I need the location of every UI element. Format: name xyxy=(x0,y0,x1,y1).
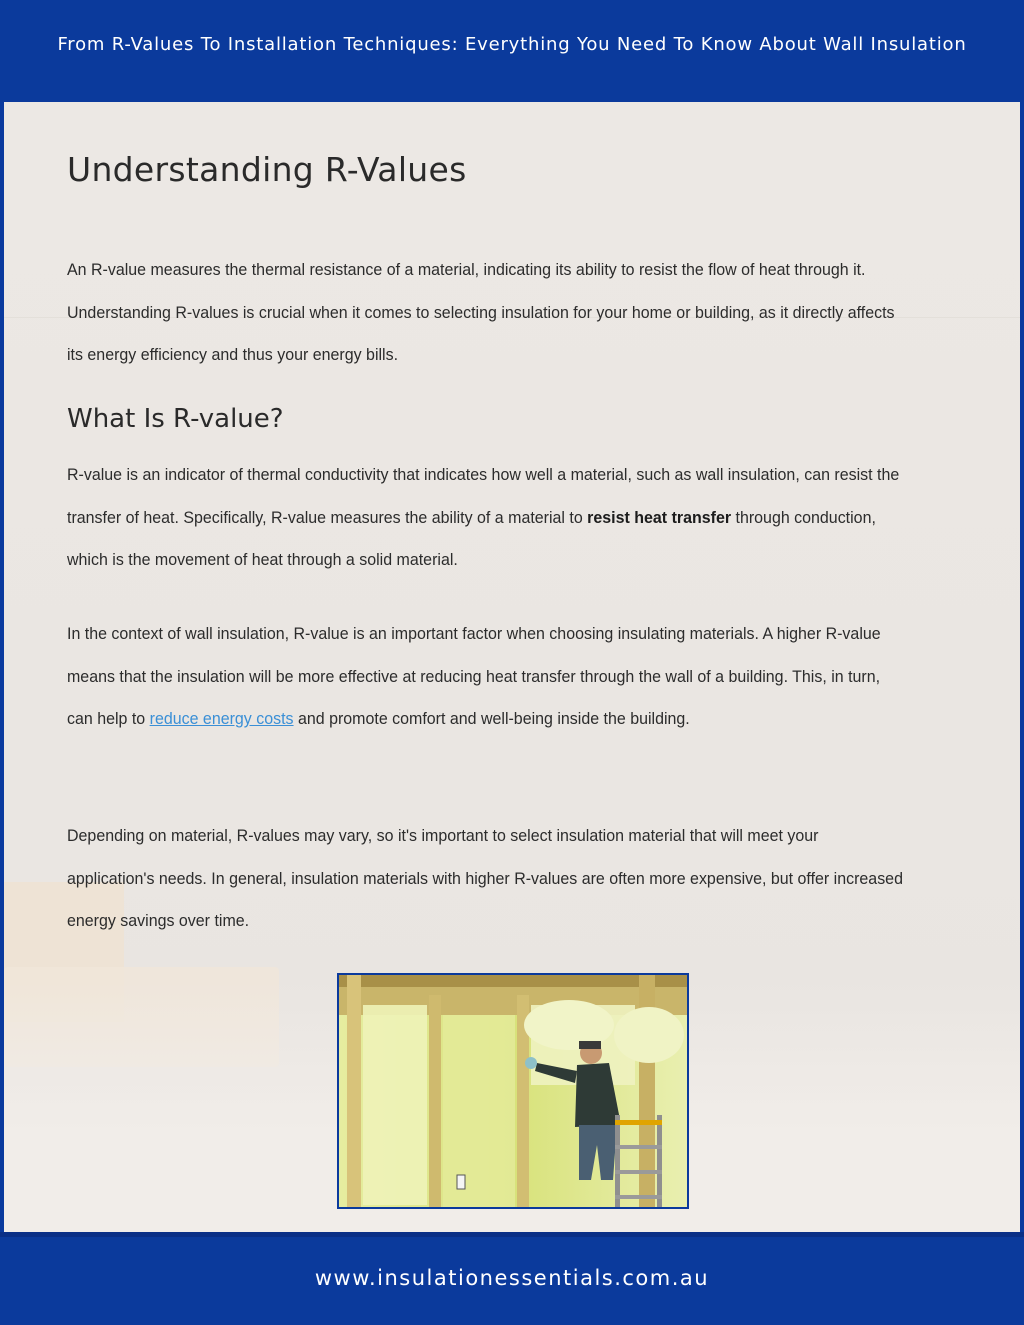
document-title: From R-Values To Installation Techniques: Everything You Need To Know About Wall Insulation xyxy=(57,34,967,55)
content-panel xyxy=(4,102,1020,1232)
section-heading: Understanding R-Values xyxy=(67,150,467,189)
footer-website: www.insulationessentials.com.au xyxy=(314,1266,710,1290)
material-paragraph: Depending on material, R-values may vary, so it's important to select insulation material that will meet your application's needs. In general, insulation materials with higher R-values are often more expensive, but offer increased energy savings over time. xyxy=(67,826,903,930)
context-paragraph xyxy=(67,613,908,741)
reduce-energy-costs-link[interactable]: reduce energy costs xyxy=(149,709,294,728)
paragraph-text: through conduction, which is the movement of heat through a solid material. xyxy=(67,507,876,569)
paragraph-text: and promote comfort and well-being inside the building. xyxy=(293,709,690,728)
intro-paragraph: An R-value measures the thermal resistance of a material, indicating its ability to resist the flow of heat through it. Understanding R-values is crucial when it comes to selecting insulation for your home or building, as it directly affects its energy efficiency and thus your energy bills. xyxy=(67,260,895,364)
footer-divider xyxy=(0,1232,1024,1237)
paragraph-text: R-value is an indicator of thermal conductivity that indicates how well a material, such as wall insulation, can resist the transfer of heat. Specifically, R-value measures the ability of a material to xyxy=(67,465,900,527)
paragraph-text: In the context of wall insulation, R-value is an important factor when choosing insulating materials. A higher R-value means that the insulation will be more effective at reducing heat transfer through the wall of a building. This, in turn, can help to xyxy=(67,624,881,728)
bold-keyword: resist heat transfer xyxy=(587,507,732,527)
insulation-installation-photo xyxy=(337,973,689,1209)
subsection-heading: What Is R-value? xyxy=(67,404,284,434)
definition-paragraph xyxy=(67,454,908,582)
